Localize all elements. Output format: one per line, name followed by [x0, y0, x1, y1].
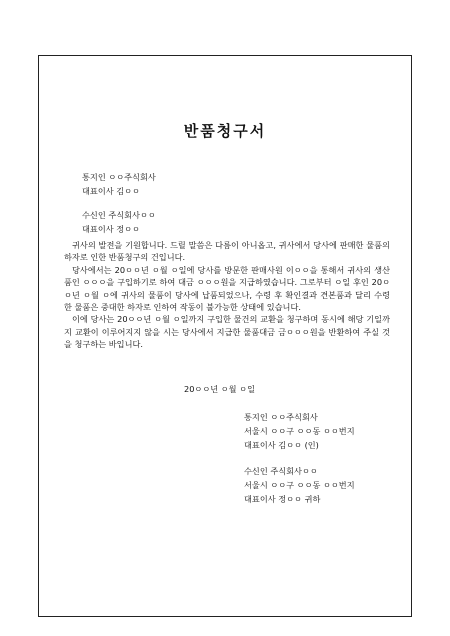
sender-line-2: 대표이사 정ㅇㅇ: [82, 224, 140, 234]
body-text: [64, 239, 390, 351]
body-paragraph-2: 당사에서는 20ㅇㅇ년 ㅇ월 ㅇ일에 당사를 방문한 판매사원 이ㅇㅇ을 통해서 귀사의 생산품인 ㅇㅇㅇ을 구입하기로 하여 대금 ㅇㅇㅇ원을 지급하였습니다. 그로부터 ㅇ일 후인 20ㅇㅇ년 ㅇ월 ㅇ에 귀사의 물품이 당사에 납품되었으나, 수령 후 확인결과 견본품과 달리 수령한 물품은 중대한 하자로 인하여 작동이 불가능한 상태에 있습니다.: [64, 264, 390, 313]
body-paragraph-3: 이에 당사는 20ㅇㅇ년 ㅇ월 ㅇ일까지 구입한 물건의 교환을 청구하며 동시에 해당 기일까지 교환이 이루어지지 않을 시는 당사에서 지급한 물품대금 금ㅇㅇㅇ원을 반환하여 주실 것을 청구하는 바입니다.: [64, 314, 390, 350]
notifier-line-3: 대표이사 김ㅇㅇ (인): [244, 440, 319, 450]
receiver-line-1: 수신인 주식회사ㅇㅇ: [244, 466, 318, 476]
document-date: 20ㅇㅇ년 ㅇ월 ㅇ일: [184, 384, 255, 394]
body-paragraph-1: 귀사의 발전을 기원합니다. 드릴 말씀은 다름이 아니옵고, 귀사에서 당사에 판매한 물품의 하자로 인한 반품청구의 건입니다.: [64, 240, 390, 263]
notifier-line-1: 통지인 ㅇㅇ주식회사: [244, 412, 318, 422]
notifier-line-2: 서울시 ㅇㅇ구 ㅇㅇ동 ㅇㅇ번지: [244, 426, 355, 436]
receiver-line-3: 대표이사 정ㅇㅇ 귀하: [244, 494, 321, 504]
recipient-line-2: 대표이사 김ㅇㅇ: [82, 186, 140, 196]
recipient-line-1: 통지인 ㅇㅇ주식회사: [82, 172, 156, 182]
receiver-line-2: 서울시 ㅇㅇ구 ㅇㅇ동 ㅇㅇ번지: [244, 480, 355, 490]
document-title: 반품청구서: [183, 122, 267, 140]
sender-line-1: 수신인 주식회사ㅇㅇ: [82, 210, 156, 220]
